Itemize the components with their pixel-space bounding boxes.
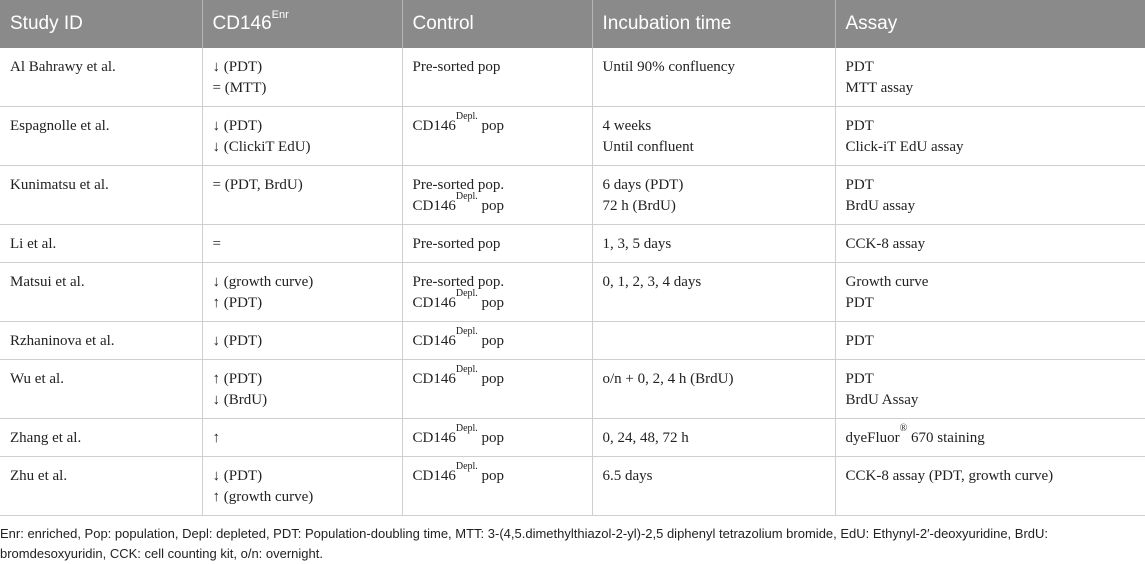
assay-line: PDT: [845, 333, 874, 349]
assay-line: PDT: [845, 118, 874, 134]
cell-cd146: [202, 419, 402, 457]
incubation-line: o/n + 0, 2, 4 h (BrdU): [602, 371, 734, 387]
cell-study-id: Al Bahrawy et al.: [0, 48, 202, 107]
control-sup: Depl.: [455, 423, 478, 434]
cell-control: [402, 419, 592, 457]
cell-assay: [835, 225, 1145, 263]
table-row: [0, 225, 1145, 263]
cell-cd146: [202, 166, 402, 225]
control-text: Pre-sorted pop: [412, 236, 501, 252]
cell-cd146: [202, 48, 402, 107]
control-sup: Depl.: [455, 111, 478, 122]
cell-control: [402, 263, 592, 322]
cd146-line: ↓ (PDT): [212, 118, 263, 134]
assay-line: BrdU assay: [845, 198, 916, 214]
table-row: [0, 263, 1145, 322]
cell-study-id: Wu et al.: [0, 360, 202, 419]
control-text: CD146: [412, 430, 456, 446]
cell-study-id: Li et al.: [0, 225, 202, 263]
control-post: pop: [477, 198, 505, 214]
cell-study-id: Zhu et al.: [0, 457, 202, 516]
cell-assay: [835, 166, 1145, 225]
header-row: [0, 0, 1145, 48]
table-row: [0, 166, 1145, 225]
cell-assay: [835, 263, 1145, 322]
assay-line: PDT: [845, 177, 874, 193]
cell-incubation-time: [592, 263, 835, 322]
control-line: [412, 111, 582, 137]
control-line: [412, 364, 582, 390]
control-text: Pre-sorted pop.: [412, 177, 505, 193]
control-text: CD146: [412, 118, 456, 134]
assay-line: CCK-8 assay: [845, 236, 926, 252]
cell-assay: [835, 457, 1145, 516]
table-row: [0, 107, 1145, 166]
header-control: Control: [402, 0, 592, 48]
cell-assay: [835, 360, 1145, 419]
assay-text: dyeFluor: [845, 430, 900, 446]
assay-line: BrdU Assay: [845, 392, 919, 408]
cell-study-id: Espagnolle et al.: [0, 107, 202, 166]
cell-control: [402, 457, 592, 516]
assay-sup: ®: [899, 423, 908, 434]
cell-cd146: [202, 225, 402, 263]
cd146-line: ↑: [212, 430, 220, 446]
control-line: [413, 272, 582, 293]
cell-control: [402, 166, 592, 225]
cell-incubation-time: [592, 419, 835, 457]
control-sup: Depl.: [455, 191, 478, 202]
cd146-line: ↓ (PDT): [212, 59, 263, 75]
incubation-line: Until 90% confluency: [602, 59, 735, 75]
incubation-line: 6 days (PDT): [602, 177, 684, 193]
incubation-line: Until confluent: [602, 139, 694, 155]
cd146-line: ↓ (PDT): [212, 333, 263, 349]
cd146-line: ↑ (PDT): [212, 371, 263, 387]
header-cd146-label: CD146: [212, 13, 272, 34]
control-text: Pre-sorted pop: [412, 59, 501, 75]
control-text: Pre-sorted pop.: [412, 274, 505, 290]
control-text: CD146: [412, 198, 456, 214]
assay-line: PDT: [845, 295, 874, 311]
cell-incubation-time: [592, 107, 835, 166]
cell-study-id: Rzhaninova et al.: [0, 322, 202, 360]
cd146-line: =: [212, 236, 221, 252]
cell-incubation-time: [592, 48, 835, 107]
cell-control: [402, 107, 592, 166]
cell-study-id: Matsui et al.: [0, 263, 202, 322]
table-row: [0, 457, 1145, 516]
cell-incubation-time: [592, 225, 835, 263]
cell-control: [402, 225, 592, 263]
control-line: [413, 57, 582, 78]
cell-assay: [835, 107, 1145, 166]
control-line: [412, 326, 582, 352]
table-row: [0, 360, 1145, 419]
cell-cd146: [202, 360, 402, 419]
table-row: [0, 322, 1145, 360]
incubation-line: 72 h (BrdU): [602, 198, 676, 214]
cd146-line: ↓ (ClickiT EdU): [212, 139, 311, 155]
cell-incubation-time: [592, 457, 835, 516]
cell-study-id: Kunimatsu et al.: [0, 166, 202, 225]
incubation-line: 6.5 days: [602, 468, 653, 484]
control-post: pop: [477, 430, 505, 446]
cd146-line: ↓ (BrdU): [212, 392, 268, 408]
assay-line: MTT assay: [845, 80, 914, 96]
control-sup: Depl.: [455, 288, 478, 299]
table-row: [0, 419, 1145, 457]
header-assay: Assay: [835, 0, 1145, 48]
cell-cd146: [202, 457, 402, 516]
table-row: [0, 48, 1145, 107]
cell-incubation-time: [592, 360, 835, 419]
control-post: pop: [477, 333, 505, 349]
assay-line: [845, 423, 1136, 449]
assay-line: CCK-8 assay (PDT, growth curve): [845, 468, 1054, 484]
cell-incubation-time: [592, 322, 835, 360]
control-line: [412, 191, 582, 217]
cell-incubation-time: [592, 166, 835, 225]
control-post: pop: [477, 295, 505, 311]
incubation-line: 1, 3, 5 days: [602, 236, 672, 252]
control-post: pop: [477, 118, 505, 134]
incubation-line: 4 weeks: [602, 118, 652, 134]
table-body: [0, 48, 1145, 516]
cd146-line: = (MTT): [212, 80, 267, 96]
control-text: CD146: [412, 371, 456, 387]
control-line: [413, 234, 582, 255]
cell-assay: [835, 48, 1145, 107]
control-line: [412, 288, 582, 314]
cd146-line: ↑ (growth curve): [212, 489, 314, 505]
cd146-line: ↑ (PDT): [212, 295, 263, 311]
control-sup: Depl.: [455, 364, 478, 375]
assay-line: Growth curve: [845, 274, 929, 290]
assay-line: Click-iT EdU assay: [845, 139, 964, 155]
assay-post: 670 staining: [907, 430, 985, 446]
control-text: CD146: [412, 468, 456, 484]
control-post: pop: [477, 468, 505, 484]
cd146-line: = (PDT, BrdU): [212, 177, 303, 193]
control-post: pop: [477, 371, 505, 387]
control-sup: Depl.: [455, 461, 478, 472]
cell-control: [402, 48, 592, 107]
cd146-line: ↓ (PDT): [212, 468, 263, 484]
assay-line: PDT: [845, 59, 874, 75]
header-cd146-sup: Enr: [271, 9, 289, 21]
header-study-id: Study ID: [0, 0, 202, 48]
control-line: [412, 423, 582, 449]
cell-assay: [835, 322, 1145, 360]
cell-cd146: [202, 322, 402, 360]
cell-control: [402, 322, 592, 360]
control-line: [413, 175, 582, 196]
footnote: Enr: enriched, Pop: population, Depl: depleted, PDT: Population-doubling time, MTT: 3-(4,5.dimethylthiazol-2-yl)-2,5 diphenyl tetrazolium bromide, EdU: Ethynyl-2′-deoxyuridine, BrdU: bromdesoxyuridin, CCK: cell counting kit, o/n: overnight.: [0, 526, 1049, 561]
cell-study-id: Zhang et al.: [0, 419, 202, 457]
incubation-line: 0, 1, 2, 3, 4 days: [602, 274, 702, 290]
assay-line: PDT: [845, 371, 874, 387]
header-cd146: [202, 0, 402, 48]
cell-cd146: [202, 263, 402, 322]
control-sup: Depl.: [455, 326, 478, 337]
cell-control: [402, 360, 592, 419]
control-text: CD146: [412, 333, 456, 349]
header-incubation-time: Incubation time: [592, 0, 835, 48]
cd146-line: ↓ (growth curve): [212, 274, 314, 290]
control-line: [412, 461, 582, 487]
cell-assay: [835, 419, 1145, 457]
control-text: CD146: [412, 295, 456, 311]
incubation-line: 0, 24, 48, 72 h: [602, 430, 689, 446]
cell-cd146: [202, 107, 402, 166]
